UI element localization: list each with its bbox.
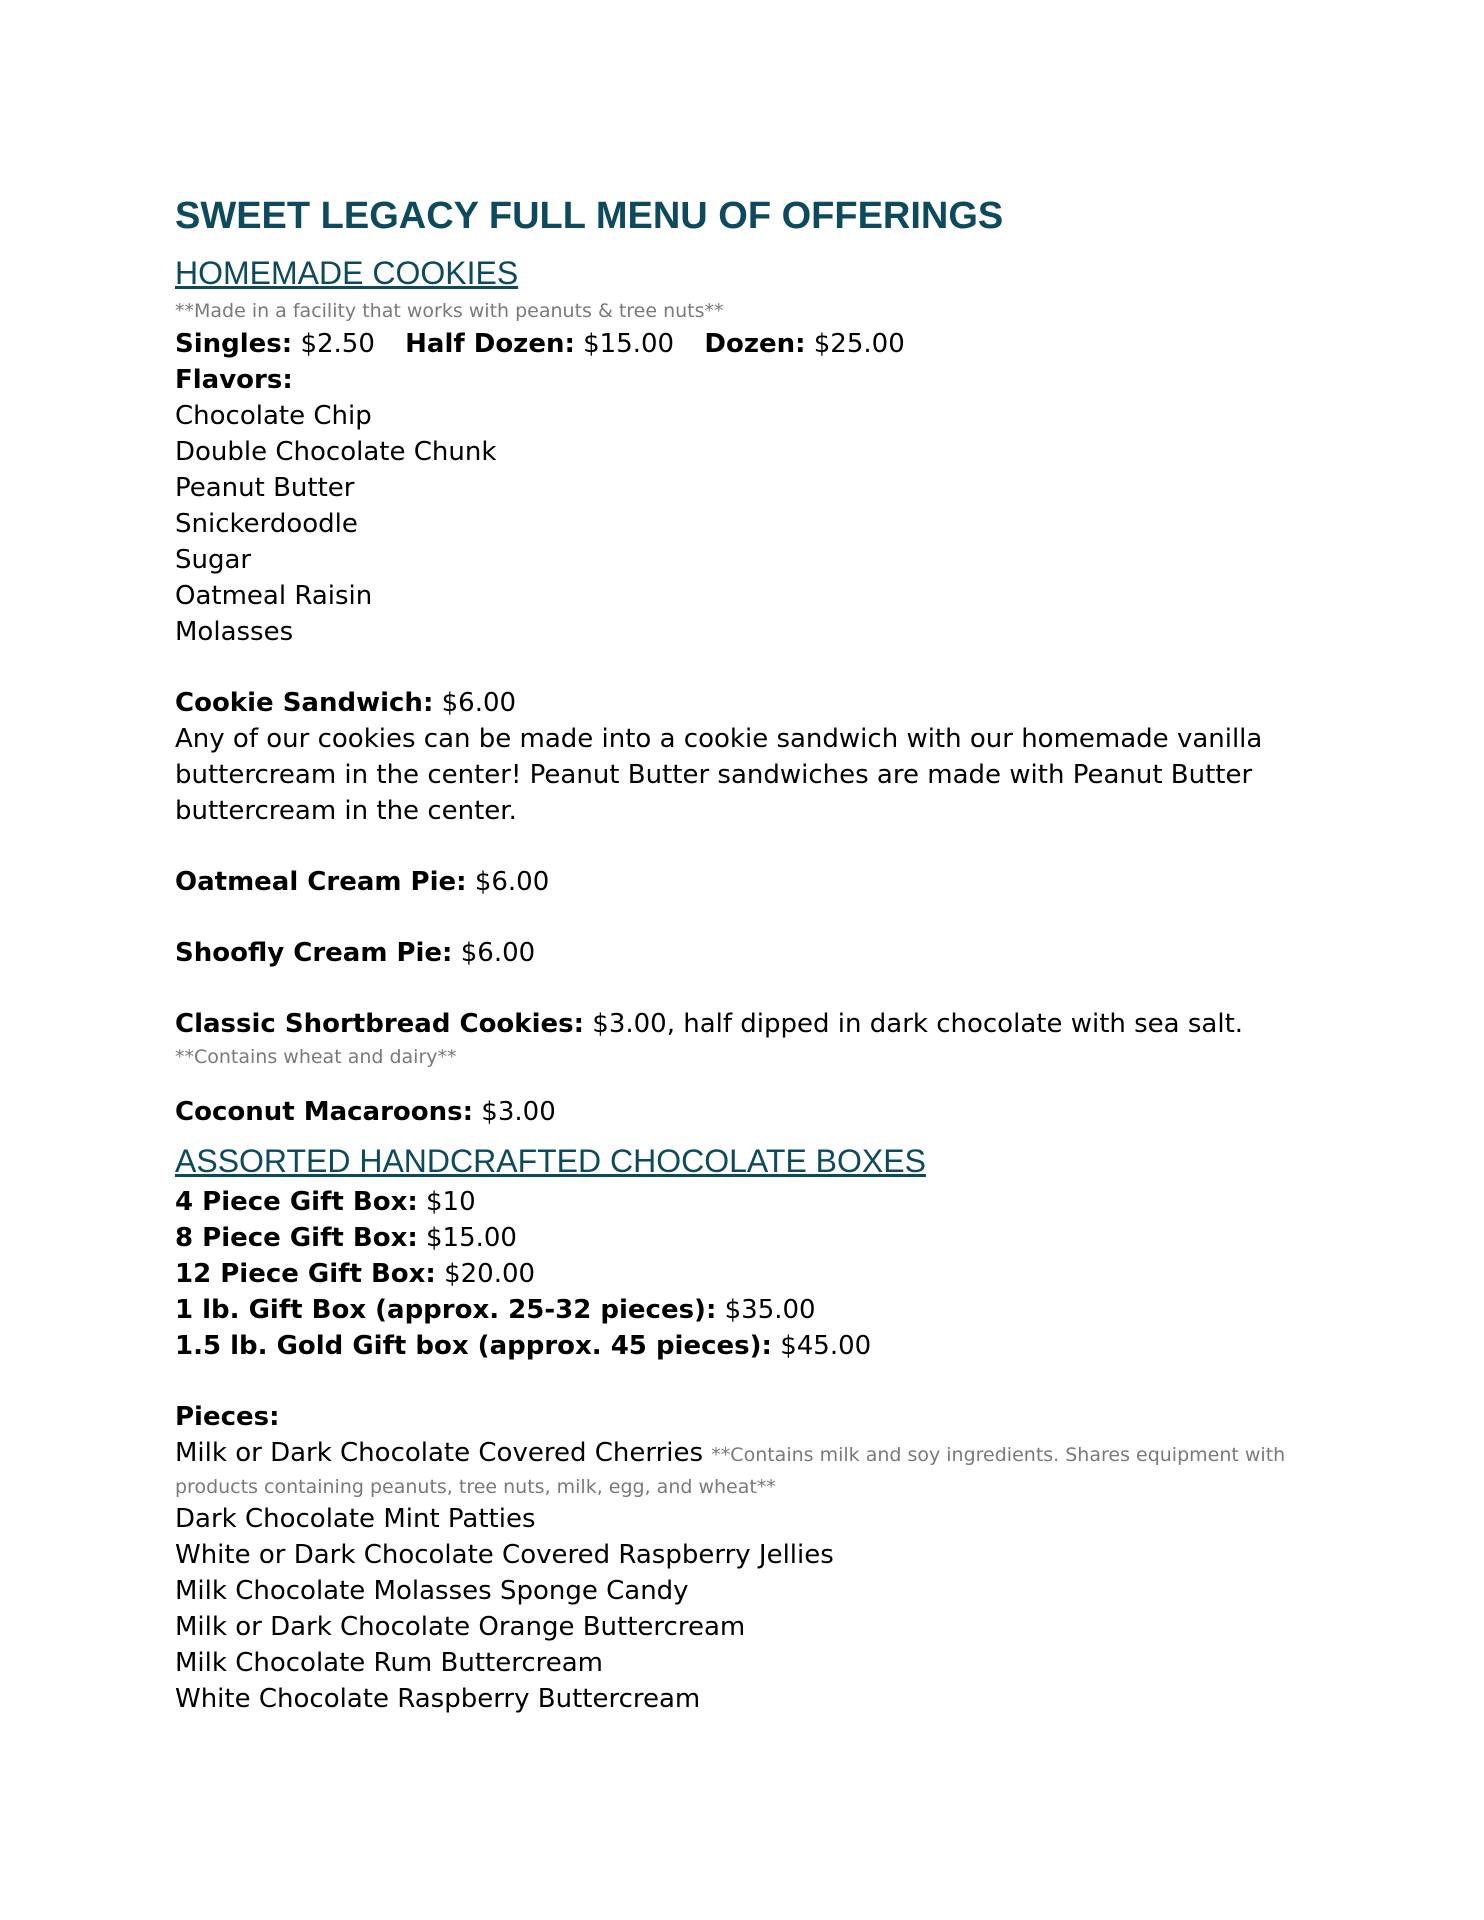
gift-box-item: 8 Piece Gift Box: $15.00 — [175, 1223, 517, 1253]
cherries-allergy-note: **Contains milk and soy ingredients. Shares equipment with — [711, 1444, 1286, 1466]
piece-item: Milk Chocolate Rum Buttercream — [175, 1648, 604, 1678]
chocolates-heading: ASSORTED HANDCRAFTED CHOCOLATE BOXES — [175, 1143, 926, 1179]
piece-item: White Chocolate Raspberry Buttercream — [175, 1684, 701, 1714]
menu-content — [175, 190, 1315, 1717]
shortbread-note: **Contains wheat and dairy** — [175, 1046, 457, 1068]
gift-box-item: 12 Piece Gift Box: $20.00 — [175, 1259, 536, 1289]
piece-item: Milk Chocolate Molasses Sponge Candy — [175, 1576, 689, 1606]
price-singles: Singles: $2.50 — [175, 329, 375, 359]
piece-item: Dark Chocolate Mint Patties — [175, 1504, 536, 1534]
gift-box-item: 4 Piece Gift Box: $10 — [175, 1187, 476, 1217]
piece-item: Milk or Dark Chocolate Covered Cherries **Contains milk and soy ingredients. Shares equipment with — [175, 1438, 1286, 1468]
coconut-macaroons: Coconut Macaroons: $3.00 — [175, 1097, 556, 1127]
price-dozen: Dozen: $25.00 — [704, 329, 905, 359]
cookie-prices — [175, 326, 1315, 362]
shortbread-cookies: Classic Shortbread Cookies: $3.00, half dipped in dark chocolate with sea salt. — [175, 1009, 1244, 1039]
cherries-allergy-note-continued: products containing peanuts, tree nuts, milk, egg, and wheat** — [175, 1476, 776, 1498]
gift-box-item: 1.5 lb. Gold Gift box (approx. 45 pieces): $45.00 — [175, 1331, 872, 1361]
price-half-dozen: Half Dozen: $15.00 — [405, 329, 675, 359]
cookies-heading: HOMEMADE COOKIES — [175, 255, 519, 291]
flavor-item: Sugar — [175, 545, 252, 575]
cookie-sandwich-description: Any of our cookies can be made into a cookie sandwich with our homemade vanilla buttercream in the center! Peanut Butter sandwiches are made with Peanut Butter buttercream in the center. — [175, 724, 1263, 826]
pieces-label: Pieces: — [175, 1402, 280, 1432]
flavor-item: Double Chocolate Chunk — [175, 437, 497, 467]
flavor-item: Molasses — [175, 617, 294, 647]
page-title: SWEET LEGACY FULL MENU OF OFFERINGS — [175, 195, 1004, 237]
oatmeal-cream-pie: Oatmeal Cream Pie: $6.00 — [175, 867, 550, 897]
flavors-label: Flavors: — [175, 365, 293, 395]
flavor-item: Peanut Butter — [175, 473, 355, 503]
cookies-allergy-note: **Made in a facility that works with peanuts & tree nuts** — [175, 300, 724, 322]
flavor-item: Oatmeal Raisin — [175, 581, 373, 611]
flavor-item: Snickerdoodle — [175, 509, 358, 539]
cookie-sandwich: Cookie Sandwich: $6.00 — [175, 688, 517, 718]
gift-box-item: 1 lb. Gift Box (approx. 25-32 pieces): $35.00 — [175, 1295, 816, 1325]
shoofly-cream-pie: Shoofly Cream Pie: $6.00 — [175, 938, 536, 968]
piece-item: White or Dark Chocolate Covered Raspberry Jellies — [175, 1540, 834, 1570]
flavor-item: Chocolate Chip — [175, 401, 372, 431]
piece-item: Milk or Dark Chocolate Orange Buttercream — [175, 1612, 746, 1642]
